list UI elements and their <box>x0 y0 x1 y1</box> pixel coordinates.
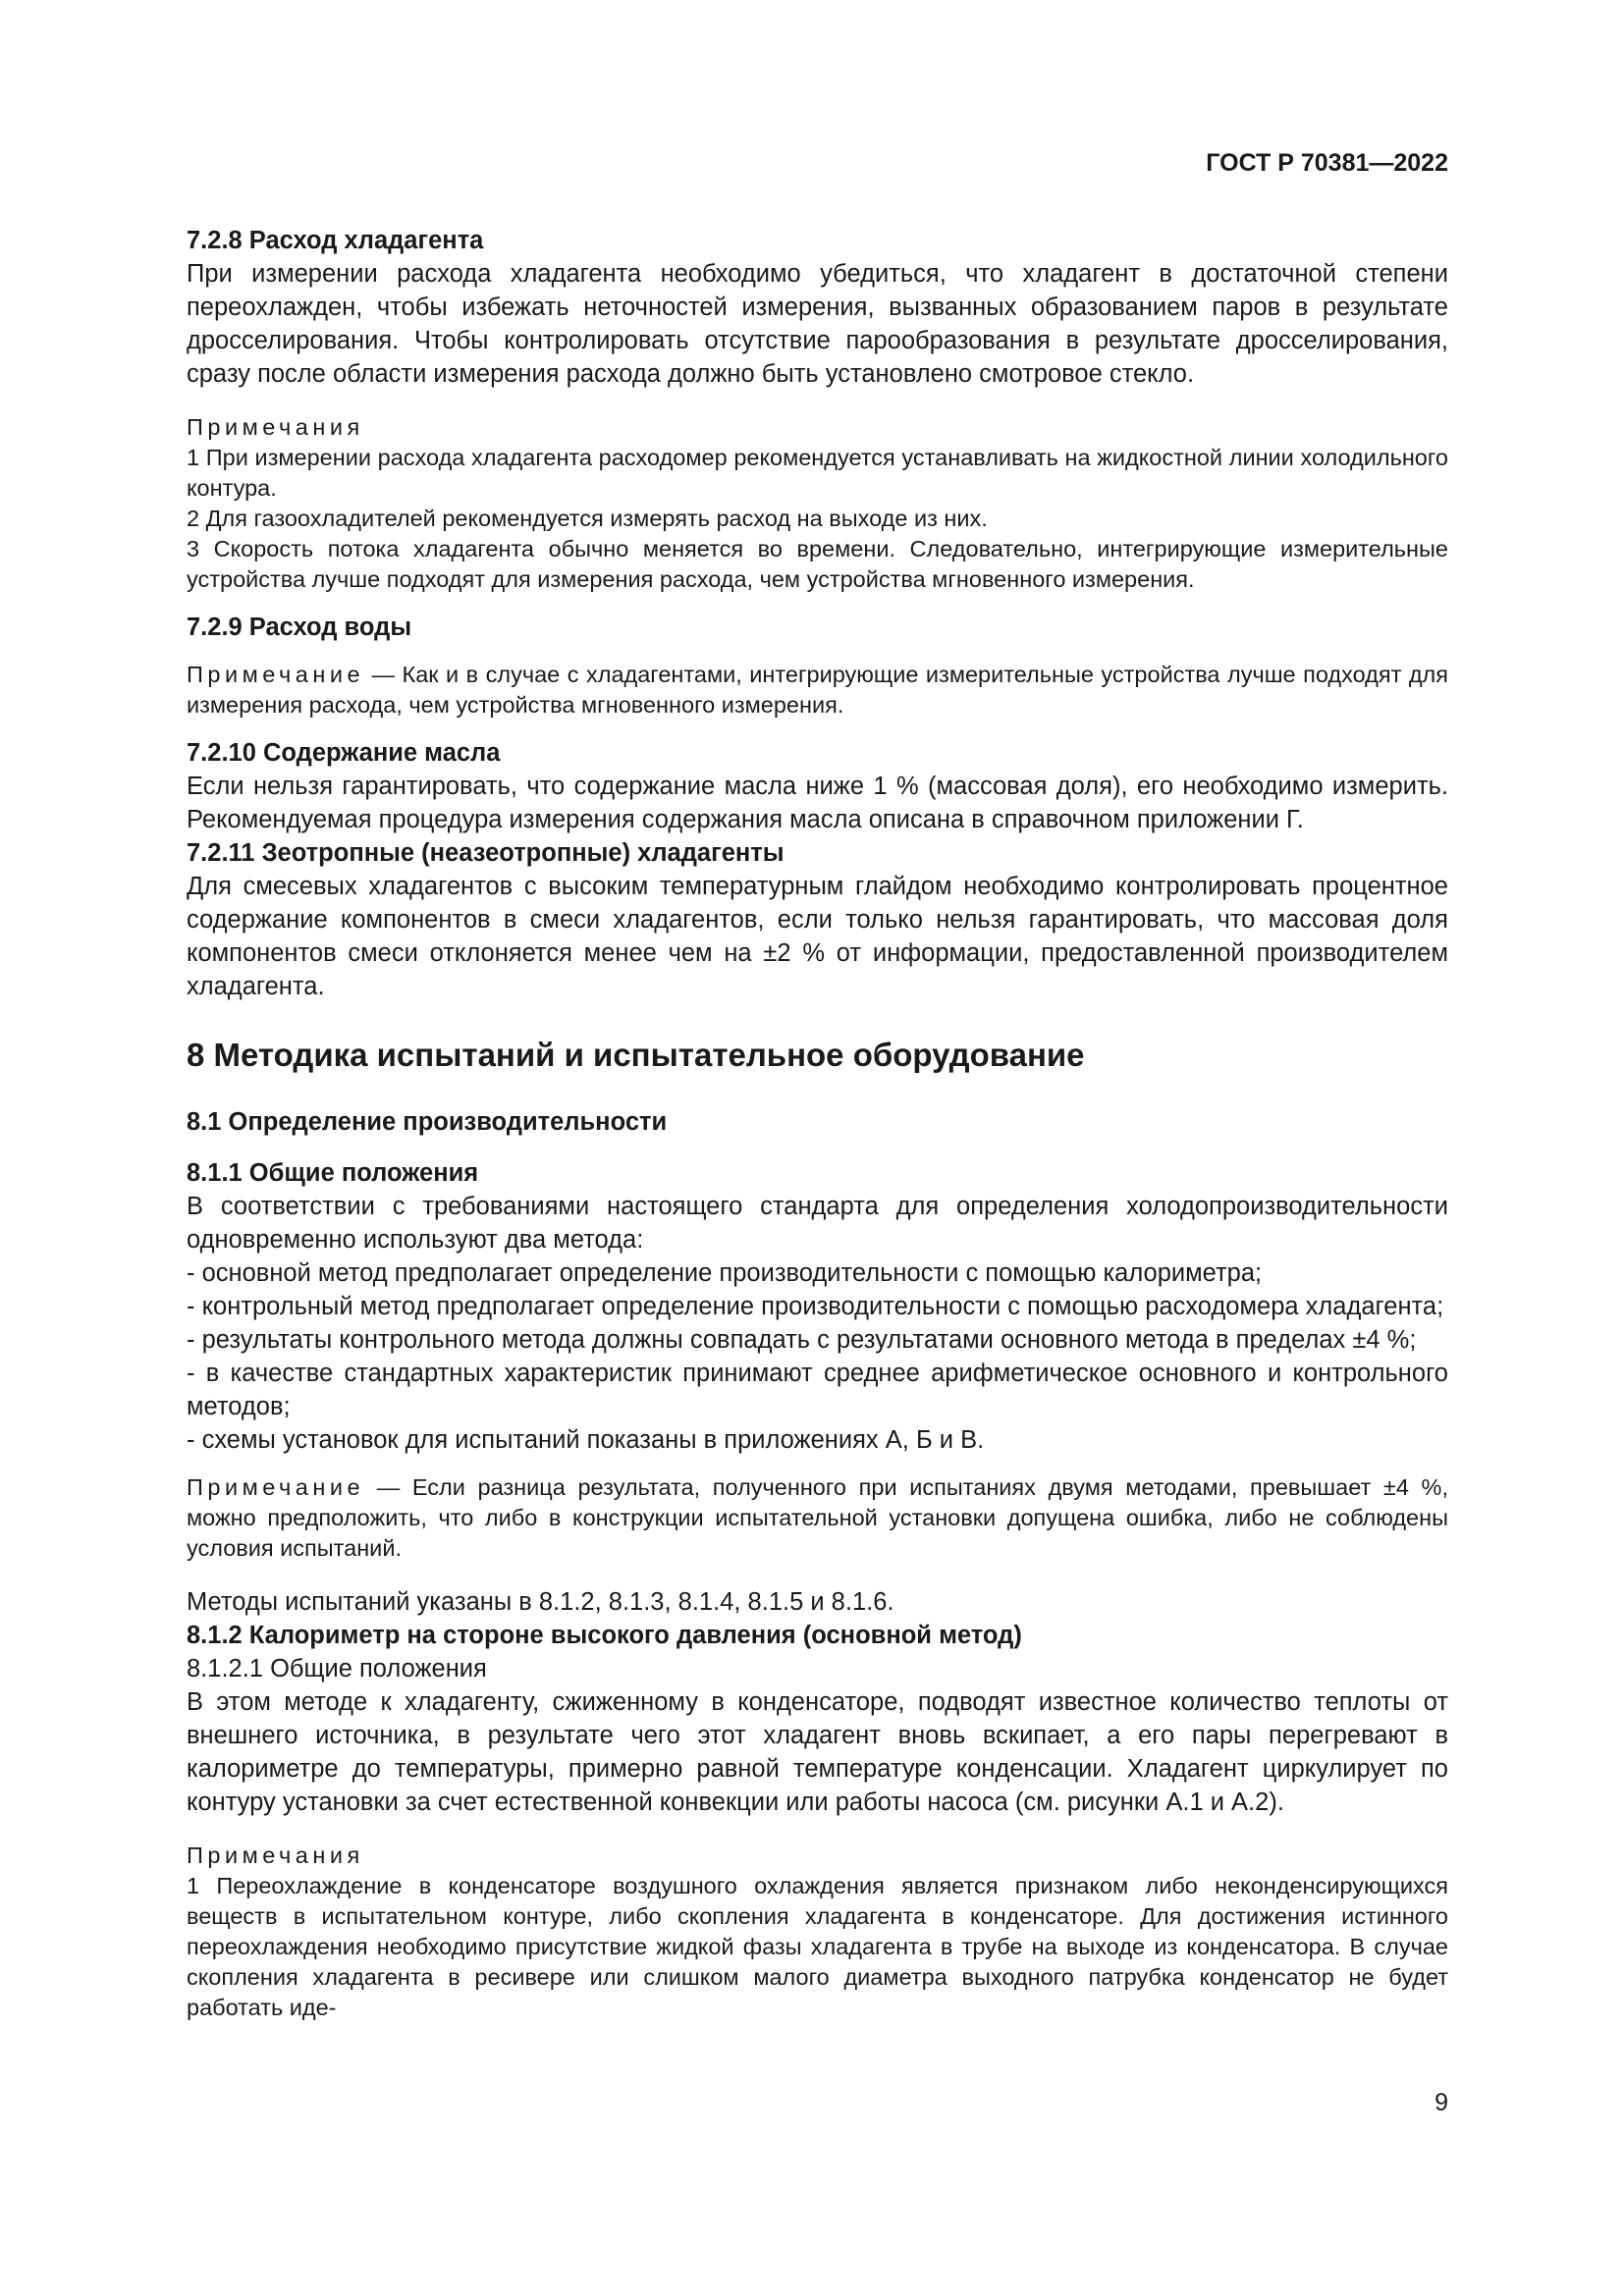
section-7-2-8-note-2: 2 Для газоохладителей рекомендуется измерять расход на выходе из них. <box>187 506 988 531</box>
section-8-1-1-note-label: Примечание <box>187 1474 365 1500</box>
list-item: - контрольный метод предполагает определение производительности с помощью расходомера хладагента; <box>187 1293 1444 1320</box>
section-7-2-11-body: Для смесевых хладагентов с высоким температурным глайдом необходимо контролировать процентное содержание компонентов в смеси хладагентов, если только нельзя гарантировать, что массовая доля компонентов смеси отклоняется менее чем на ±2 % от информации, предоставленной производителем хладагента. <box>187 873 1448 1000</box>
section-8-1-2-notes-label: Примечания <box>187 1842 364 1868</box>
section-7-2-8-heading: 7.2.8 Расход хладагента <box>187 227 484 254</box>
section-8-1-2-heading: 8.1.2 Калориметр на стороне высокого давления (основной метод) <box>187 1622 1022 1649</box>
section-8-1-2-note-1: 1 Переохлаждение в конденсаторе воздушного охлаждения является признаком либо неконденсирующихся веществ в испытательном контуре, либо скопления хладагента в конденсаторе. Для достижения истинного переохлаждения необходимо присутствие жидкой фазы хладагента в трубе на выходе из конденсатора. В случае скопления хладагента в ресивере или слишком малого диаметра выходного патрубка конденсатор не будет работать иде- <box>187 1873 1448 2020</box>
section-8-1-1-methods: Методы испытаний указаны в 8.1.2, 8.1.3, 8.1.4, 8.1.5 и 8.1.6. <box>187 1588 894 1616</box>
section-8-1-1-note-text: — Если разница результата, полученного при испытаниях двумя методами, превышает ±4 %, можно предположить, что либо в конструкции испытательной установки допущена ошибка, либо не соблюдены условия испытаний. <box>187 1474 1448 1561</box>
section-7-2-8-body: При измерении расхода хладагента необходимо убедиться, что хладагент в достаточной степени переохлажден, чтобы избежать неточностей измерения, вызванных образованием паров в результате дросселирования. Чтобы контролировать отсутствие парообразования в результате дросселирования, сразу после области измерения расхода должно быть установлено смотровое стекло. <box>187 260 1448 388</box>
page-content <box>187 224 1448 2023</box>
section-7-2-8-note-1: 1 При измерении расхода хладагента расходомер рекомендуется устанавливать на жидкостной линии холодильного контура. <box>187 445 1448 501</box>
list-item: - результаты контрольного метода должны совпадать с результатами основного метода в пределах ±4 %; <box>187 1326 1417 1354</box>
section-7-2-10-body: Если нельзя гарантировать, что содержание масла ниже 1 % (массовая доля), его необходимо измерить. Рекомендуемая процедура измерения содержания масла описана в справочном приложении Г. <box>187 773 1448 833</box>
section-7-2-8-notes-label: Примечания <box>187 414 364 440</box>
section-7-2-11-heading: 7.2.11 Зеотропные (неазеотропные) хладагенты <box>187 839 785 867</box>
section-8-heading: 8 Методика испытаний и испытательное оборудование <box>187 1037 1085 1073</box>
section-7-2-9-note-label: Примечание <box>187 662 365 687</box>
section-7-2-8-note-3: 3 Скорость потока хладагента обычно меняется во времени. Следовательно, интегрирующие измерительные устройства лучше подходят для измерения расхода, чем устройства мгновенного измерения. <box>187 536 1448 592</box>
section-7-2-9-heading: 7.2.9 Расход воды <box>187 614 412 641</box>
section-8-1-1-heading: 8.1.1 Общие положения <box>187 1159 479 1187</box>
section-7-2-10-heading: 7.2.10 Содержание масла <box>187 739 501 767</box>
section-8-1-2-1-heading: 8.1.2.1 Общие положения <box>187 1655 487 1682</box>
page-number: 9 <box>1435 2089 1448 2116</box>
list-item: - в качестве стандартных характеристик принимают среднее арифметическое основного и контрольного методов; <box>187 1360 1448 1420</box>
document-page <box>187 0 1448 2296</box>
section-8-1-1-body: В соответствии с требованиями настоящего стандарта для определения холодопроизводительности одновременно используют два метода: <box>187 1193 1448 1254</box>
document-id: ГОСТ Р 70381—2022 <box>1206 149 1448 177</box>
list-item: - схемы установок для испытаний показаны в приложениях А, Б и В. <box>187 1426 985 1454</box>
section-8-1-1-note <box>187 1472 1448 1564</box>
section-8-1-2-body: В этом методе к хладагенту, сжиженному в конденсаторе, подводят известное количество теплоты от внешнего источника, в результате чего этот хладагент вновь вскипает, а его пары перегревают в калориметре до температуры, примерно равной температуре конденсации. Хладагент циркулирует по контуру установки за счет естественной конвекции или работы насоса (см. рисунки А.1 и А.2). <box>187 1688 1448 1816</box>
section-8-1-heading: 8.1 Определение производительности <box>187 1108 668 1136</box>
list-item: - основной метод предполагает определение производительности с помощью калориметра; <box>187 1259 1263 1287</box>
section-7-2-9-note <box>187 660 1448 721</box>
section-7-2-9-note-text: — Как и в случае с хладагентами, интегрирующие измерительные устройства лучше подходят для измерения расхода, чем устройства мгновенного измерения. <box>187 662 1448 718</box>
